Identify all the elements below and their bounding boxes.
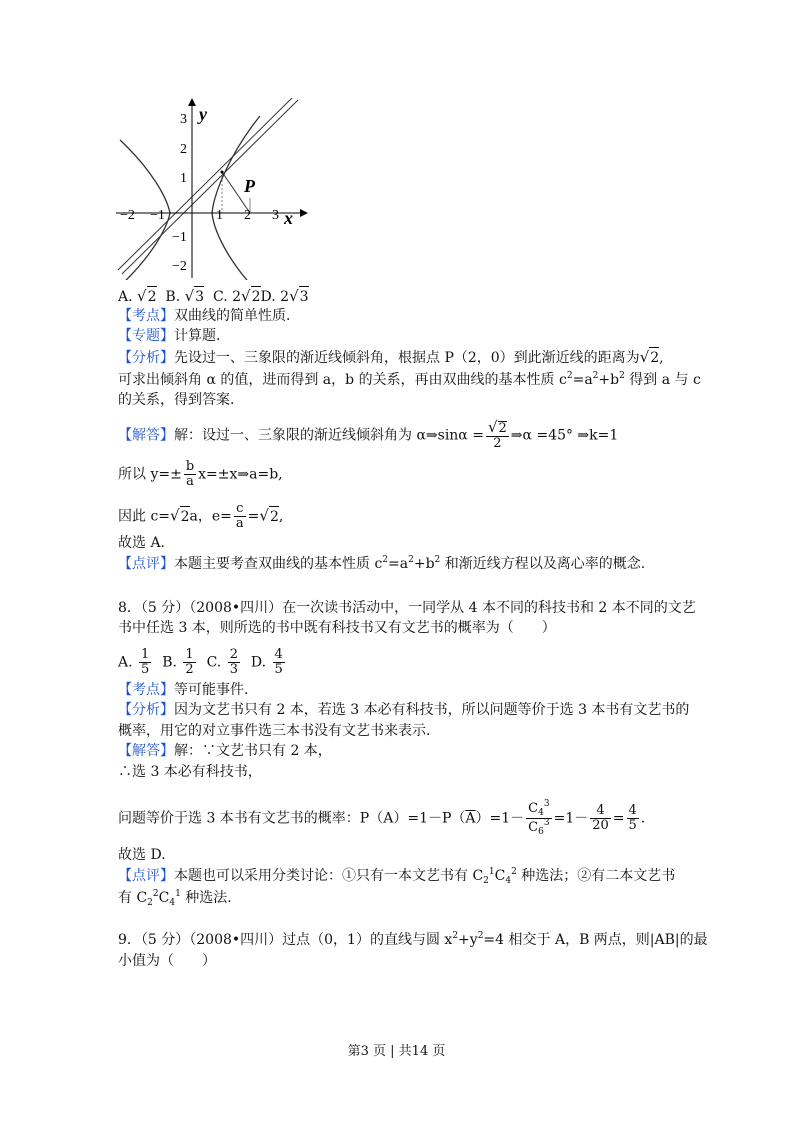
section-tag: 【考点】 [118,682,174,698]
section-tag: 【分析】 [118,702,174,718]
section-tag: 【解答】 [118,427,174,444]
q8-stem-1: 8．（5 分）（2008•四川）在一次读书活动中，一同学从 4 本不同的科技书和 2 本不同的文艺 [118,600,696,616]
axes [116,104,300,278]
q8-jieda-1: 【解答】解：∵文艺书只有 2 本， [118,743,332,759]
y-tick-label: 1 [180,171,187,186]
hyperbola-graph [112,98,308,280]
axis-label-y: y [199,104,207,124]
section-tag: 【专题】 [118,328,174,344]
q8-jieda-2: ∴选 3 本必有科技书， [118,764,262,780]
x-tick-label: −1 [150,208,165,223]
y-tick-label: 3 [180,112,187,127]
section-tag: 【分析】 [118,350,174,366]
x-tick-label: −2 [120,208,135,223]
q7-options: A. √2 B. √3 C. 2√2D. 2√3 [118,287,309,305]
y-tick-label: −2 [172,259,187,274]
q7-zhuanti: 【专题】计算题. [118,328,221,344]
axis-label-x: x [284,208,293,228]
y-tick-label: −1 [172,230,187,245]
q8-options: A. $\frac{1}{5}$ B. $\frac{1}{2}$ C. $\frac{2}{3}$ D. $\frac{4}{5}$ [118,647,283,677]
q7-fenxi-1: 【分析】先设过一、三象限的渐近线倾斜角，根据点 P（2，0）到此渐近线的距离为√2, [118,348,664,366]
x-tick-label: 1 [216,208,223,223]
y-axis-arrow-icon [188,98,196,106]
section-tag: 【解答】 [118,743,174,759]
q7-suoyi: 所以 y=± $\frac{b}{a}$ x=±x⇒a=b, [118,459,283,489]
x-tick-label: 2 [244,208,251,223]
section-tag: 【点评】 [118,868,174,884]
page-footer: 第3 页 | 共14 页 [347,1044,446,1059]
q8-kaodian: 【考点】等可能事件. [118,682,249,698]
q7-fenxi-2: 可求出倾斜角 α 的值，进而得到 a，b 的关系，再由双曲线的基本性质 $c^2=a^2+b^2$ 得到 a 与 c [118,371,701,388]
asymptote-lines [118,98,298,274]
q8-stem-2: 书中任选 3 本，则所选的书中既有科技书又有文艺书的概率为（ ） [118,620,556,636]
q7-guxuan: 故选 A. [118,535,166,551]
q8-guxuan: 故选 D. [118,847,166,863]
q7-jieda-1: 【解答】解：设过一、三象限的渐近线倾斜角为 α⇒sinα = $\frac{√2}{2}$ ⇒α =45° ⇒k=1 [118,418,619,451]
x-axis-arrow-icon [300,209,308,217]
x-tick-label: 3 [272,208,279,223]
q7-yinci: 因此 c=√2a，e= $\frac{c}{a}$ =√2, [118,501,284,531]
q8-dianping-2: 有 $C_2^2C_4^1$ 种选法. [118,889,232,908]
point-label-p: P [244,176,255,196]
q7-kaodian: 【考点】双曲线的简单性质. [118,308,291,324]
q8-dianping-1: 【点评】本题也可以采用分类讨论：①只有一本文艺书有 $C_2^1C_4^2$ 种选法；②有二本文艺书 [118,867,676,886]
q8-fenxi-2: 概率，用它的对立事件选三本书没有文艺书来表示. [118,723,431,739]
q7-dianping: 【点评】本题主要考查双曲线的基本性质 $c^2=a^2+b^2$ 和渐近线方程以及离心率的概念. [118,555,646,572]
q8-fenxi-1: 【分析】因为文艺书只有 2 本，若选 3 本必有科技书，所以问题等价于选 3 本书有文艺书的 [118,702,690,718]
q9-stem-1: 9．（5 分）（2008•四川）过点（0，1）的直线与圆 $x^2+y^2=4$ 相交于 A，B 两点，则|AB|的最 [118,931,708,948]
y-tick-label: 2 [180,142,187,157]
q7-fenxi-3: 的关系，得到答案. [118,392,235,408]
q9-stem-2: 小值为（ ） [118,953,216,969]
q8-wenti: 问题等价于选 3 本书有文艺书的概率：$P(A)=1-P(\overline{A})=1-$ $\frac{C_4^3}{C_6^3}$ =1－ $\frac{4}{20}$ = $\frac{4}{5}$ . [118,799,646,837]
section-tag: 【点评】 [118,556,174,572]
section-tag: 【考点】 [118,308,174,324]
